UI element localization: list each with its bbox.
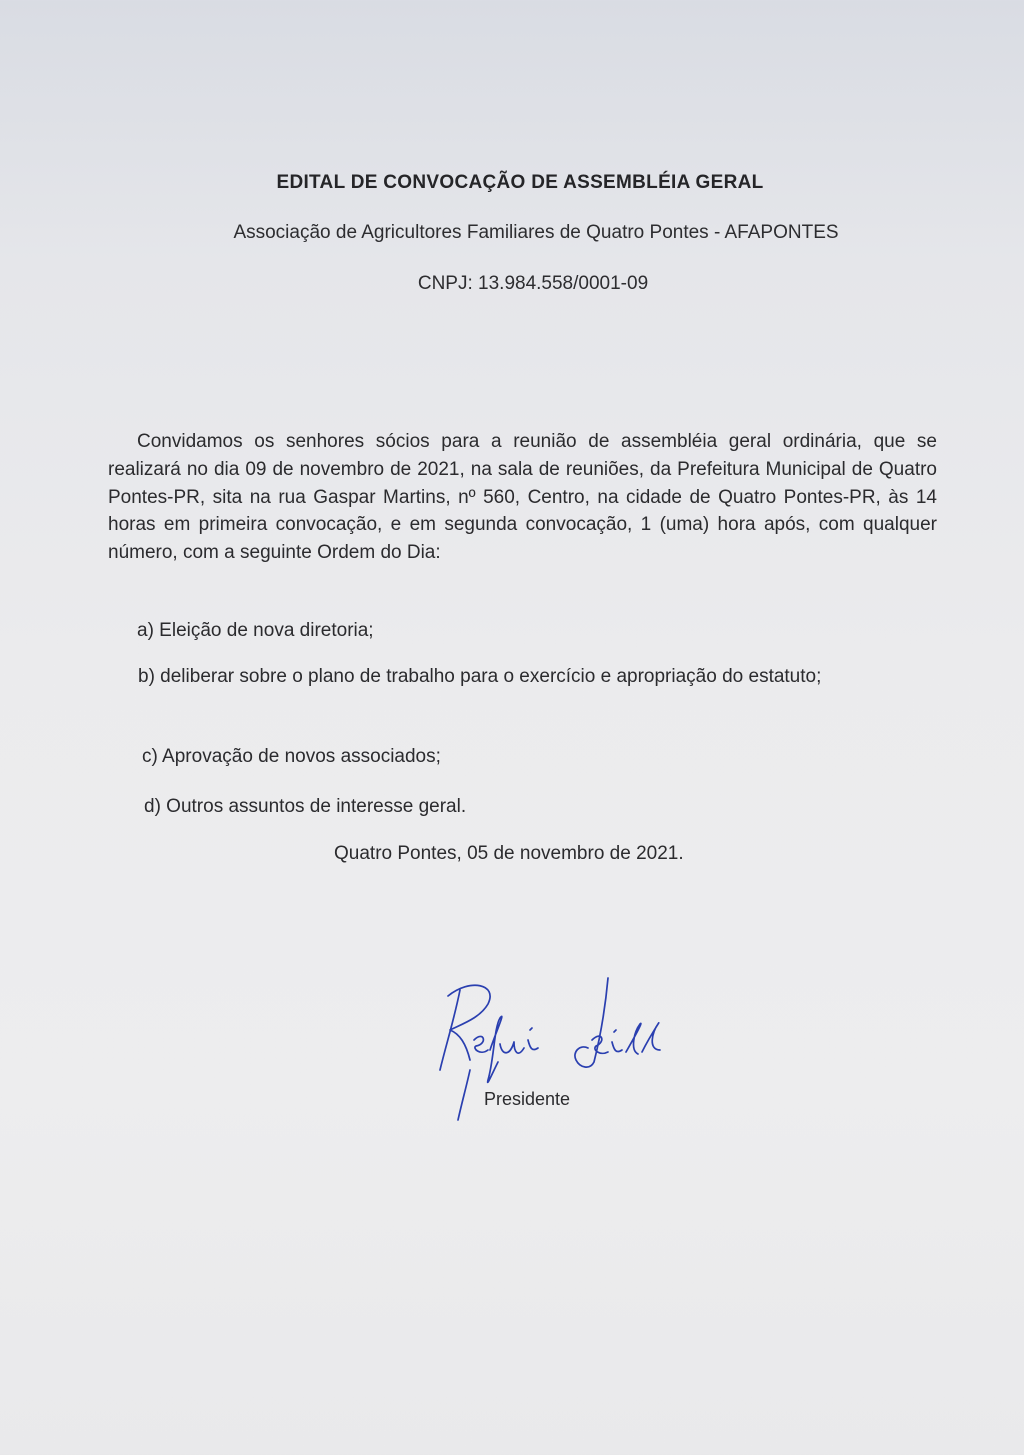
- place-and-date: Quatro Pontes, 05 de novembro de 2021.: [334, 843, 684, 864]
- agenda-item-c: c) Aprovação de novos associados;: [142, 746, 441, 767]
- convocation-paragraph: Convidamos os senhores sócios para a reunião de assembléia geral ordinária, que se realizará no dia 09 de novembro de 2021, na sala de reuniões, da Prefeitura Municipal de Quatro Pontes-PR, sita na rua Gaspar Martins, nº 560, Centro, na cidade de Quatro Pontes-PR, às 14 horas em primeira convocação, e em segunda convocação, 1 (uma) hora após, com qualquer número, com a seguinte Ordem do Dia:: [108, 431, 937, 564]
- organization-name: Associação de Agricultores Familiares de Quatro Pontes - AFAPONTES: [233, 222, 839, 243]
- signatory-role: Presidente: [484, 1089, 571, 1109]
- cnpj-number: CNPJ: 13.984.558/0001-09: [417, 273, 649, 294]
- document-title: EDITAL DE CONVOCAÇÃO DE ASSEMBLÉIA GERAL: [276, 172, 764, 193]
- agenda-item-b: b) deliberar sobre o plano de trabalho para o exercício e apropriação do estatuto;: [138, 666, 822, 687]
- agenda-item-d: d) Outros assuntos de interesse geral.: [144, 796, 467, 817]
- agenda-item-a: a) Eleição de nova diretoria;: [137, 620, 374, 641]
